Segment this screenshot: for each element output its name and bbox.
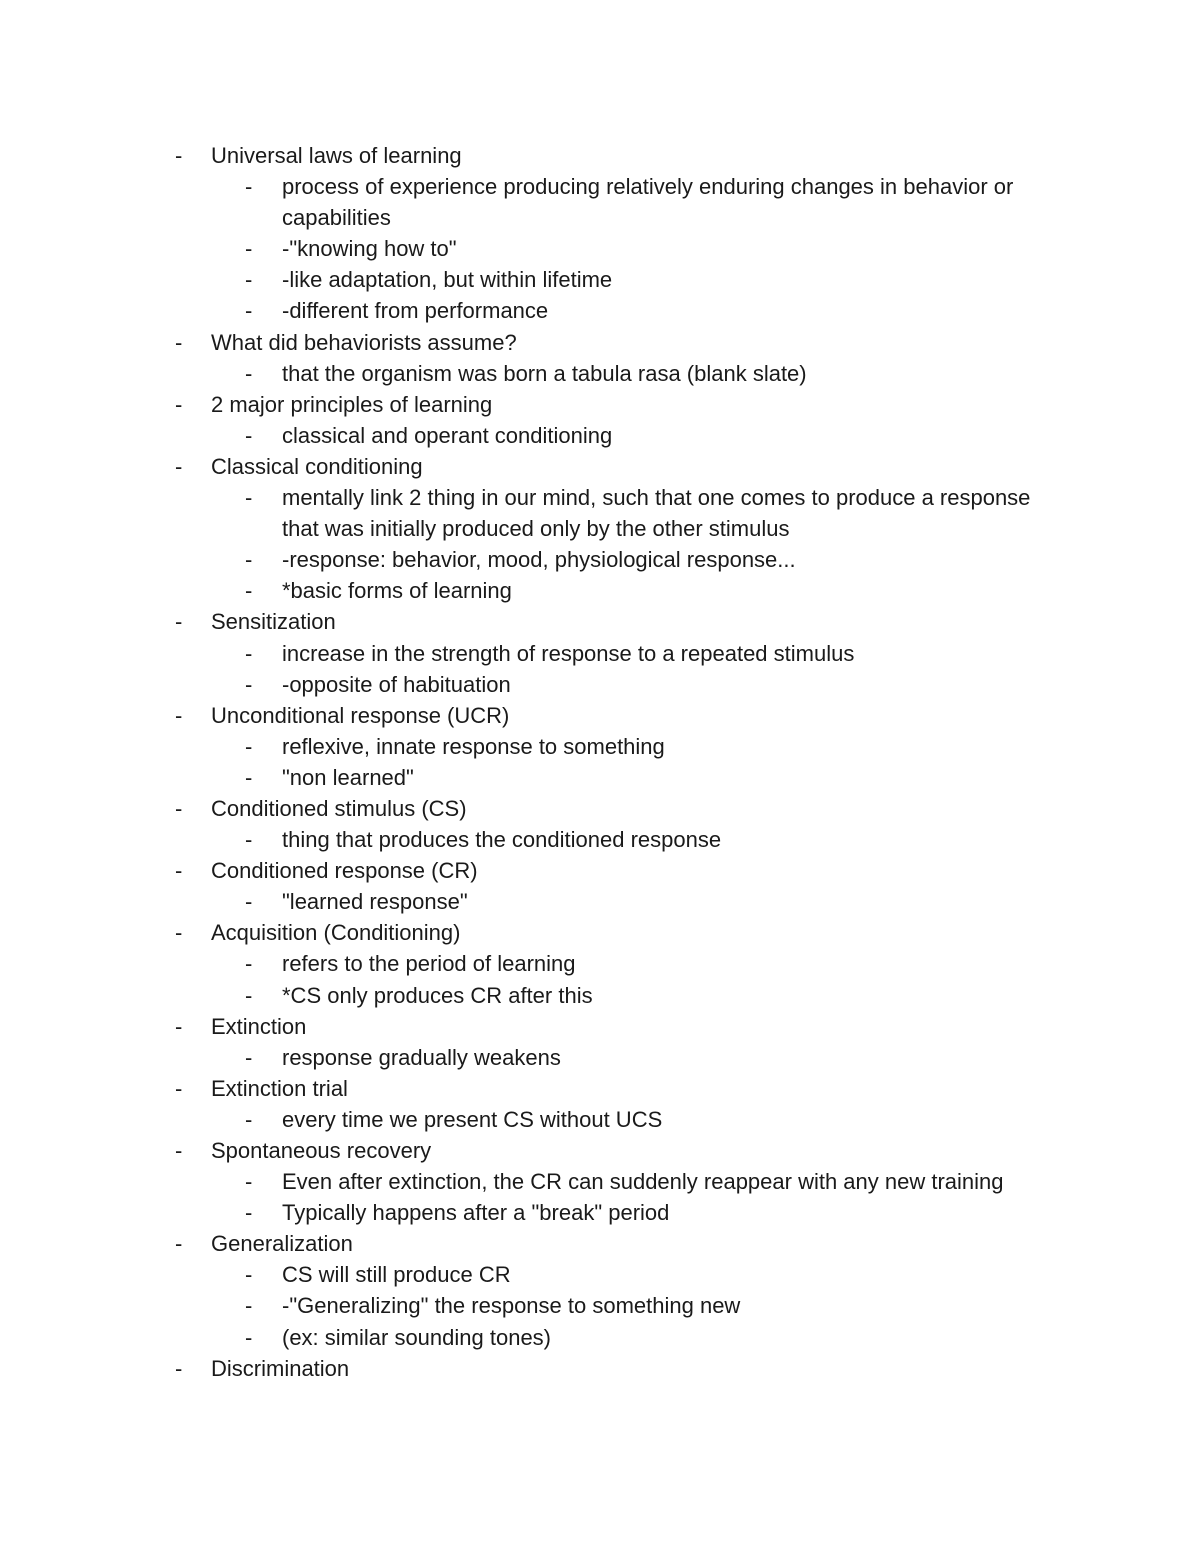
- bullet-dash: -: [175, 1013, 183, 1039]
- topic-text: What did behaviorists assume?: [211, 329, 517, 355]
- outline-topic: [0, 1011, 1200, 1042]
- outline-subitem: [0, 233, 1200, 264]
- topic-text: 2 major principles of learning: [211, 391, 493, 417]
- bullet-dash: -: [245, 1044, 253, 1070]
- detail-text: Even after extinction, the CR can suddenly reappear with any new training: [282, 1169, 1004, 1195]
- outline-topic: [0, 1228, 1200, 1259]
- bullet-dash: -: [175, 795, 183, 821]
- detail-text: "learned response": [282, 889, 468, 915]
- outline-subitem: [0, 1166, 1200, 1197]
- detail-text: -opposite of habituation: [282, 671, 511, 697]
- detail-text: thing that produces the conditioned response: [282, 827, 722, 853]
- topic-text: Conditioned stimulus (CS): [211, 795, 467, 821]
- topic-text: Extinction: [211, 1013, 307, 1039]
- outline-topic: [0, 389, 1200, 420]
- detail-text: refers to the period of learning: [282, 951, 576, 977]
- outline-subitem: [0, 1322, 1200, 1353]
- outline-subitem: [0, 575, 1200, 606]
- bullet-dash: -: [175, 453, 183, 479]
- outline-subitem: [0, 544, 1200, 575]
- bullet-dash: -: [245, 889, 253, 915]
- detail-text: that the organism was born a tabula rasa (blank slate): [282, 360, 807, 386]
- topic-text: Acquisition (Conditioning): [211, 920, 461, 946]
- bullet-dash: -: [175, 609, 183, 635]
- outline-topic: [0, 140, 1200, 171]
- bullet-dash: -: [245, 422, 253, 448]
- outline-subitem: [0, 980, 1200, 1011]
- outline-subitem: [0, 824, 1200, 855]
- bullet-dash: -: [175, 329, 183, 355]
- detail-text: -different from performance: [282, 298, 549, 324]
- bullet-dash: -: [175, 702, 183, 728]
- bullet-dash: -: [245, 236, 253, 262]
- topic-text: Classical conditioning: [211, 453, 423, 479]
- bullet-dash: -: [175, 391, 183, 417]
- outline-subitem: [0, 171, 1200, 233]
- detail-text: CS will still produce CR: [282, 1262, 511, 1288]
- detail-text: -"Generalizing" the response to something new: [282, 1293, 741, 1319]
- outline-subitem: [0, 762, 1200, 793]
- bullet-dash: -: [245, 1293, 253, 1319]
- outline-subitem: [0, 1042, 1200, 1073]
- outline-topic: [0, 1073, 1200, 1104]
- detail-text: *CS only produces CR after this: [282, 982, 593, 1008]
- bullet-dash: -: [245, 1262, 253, 1288]
- topic-text: Sensitization: [211, 609, 336, 635]
- outline-subitem: [0, 1197, 1200, 1228]
- bullet-dash: -: [245, 578, 253, 604]
- detail-text: *basic forms of learning: [282, 578, 512, 604]
- bullet-dash: -: [245, 733, 253, 759]
- bullet-outline: [0, 140, 1200, 1384]
- outline-subitem: [0, 264, 1200, 295]
- bullet-dash: -: [175, 1231, 183, 1257]
- detail-text: "non learned": [282, 764, 414, 790]
- bullet-dash: -: [245, 951, 253, 977]
- detail-text: reflexive, innate response to something: [282, 733, 665, 759]
- bullet-dash: -: [175, 920, 183, 946]
- outline-topic: [0, 855, 1200, 886]
- outline-subitem: [0, 731, 1200, 762]
- topic-text: Discrimination: [211, 1355, 350, 1381]
- outline-subitem: [0, 295, 1200, 326]
- topic-text: Generalization: [211, 1231, 353, 1257]
- outline-subitem: [0, 1259, 1200, 1290]
- outline-topic: [0, 1353, 1200, 1384]
- topic-text: Spontaneous recovery: [211, 1138, 432, 1163]
- topic-text: Unconditional response (UCR): [211, 702, 510, 728]
- outline-subitem: [0, 1104, 1200, 1135]
- detail-text: -like adaptation, but within lifetime: [282, 267, 613, 293]
- detail-text: -response: behavior, mood, physiological response...: [282, 547, 796, 573]
- bullet-dash: -: [175, 143, 183, 168]
- outline-topic: [0, 606, 1200, 637]
- bullet-dash: -: [245, 547, 253, 573]
- bullet-dash: -: [245, 1324, 253, 1350]
- bullet-dash: -: [245, 267, 253, 293]
- detail-text: (ex: similar sounding tones): [282, 1324, 552, 1350]
- detail-text: Typically happens after a "break" period: [282, 1200, 670, 1226]
- outline-subitem: [0, 420, 1200, 451]
- outline-subitem: [0, 358, 1200, 389]
- bullet-dash: -: [245, 485, 253, 511]
- outline-topic: [0, 700, 1200, 731]
- bullet-dash: -: [245, 174, 253, 200]
- outline-subitem: [0, 948, 1200, 979]
- outline-subitem: [0, 886, 1200, 917]
- outline-topic: [0, 1135, 1200, 1166]
- notes-page: [0, 140, 1200, 1384]
- bullet-dash: -: [245, 1106, 253, 1132]
- outline-topic: [0, 793, 1200, 824]
- topic-text: Extinction trial: [211, 1075, 348, 1101]
- detail-text: response gradually weakens: [282, 1044, 561, 1070]
- outline-subitem: [0, 638, 1200, 669]
- detail-text: classical and operant conditioning: [282, 422, 613, 448]
- outline-topic: [0, 327, 1200, 358]
- bullet-dash: -: [245, 827, 253, 853]
- bullet-dash: -: [175, 1355, 183, 1381]
- bullet-dash: -: [245, 298, 253, 324]
- detail-text: every time we present CS without UCS: [282, 1106, 663, 1132]
- bullet-dash: -: [245, 1200, 253, 1226]
- bullet-dash: -: [245, 1169, 253, 1195]
- bullet-dash: -: [245, 671, 253, 697]
- outline-subitem: [0, 1290, 1200, 1321]
- bullet-dash: -: [175, 1075, 183, 1101]
- detail-text: -"knowing how to": [282, 236, 457, 262]
- detail-text: process of experience producing relatively enduring changes in behavior or capabilities: [282, 174, 1014, 231]
- bullet-dash: -: [175, 1138, 183, 1163]
- bullet-dash: -: [245, 360, 253, 386]
- topic-text: Conditioned response (CR): [211, 858, 478, 884]
- bullet-dash: -: [245, 764, 253, 790]
- bullet-dash: -: [245, 640, 253, 666]
- detail-text: increase in the strength of response to a repeated stimulus: [282, 640, 855, 666]
- outline-subitem: [0, 669, 1200, 700]
- outline-subitem: [0, 482, 1200, 544]
- outline-topic: [0, 917, 1200, 948]
- bullet-dash: -: [175, 858, 183, 884]
- detail-text: mentally link 2 thing in our mind, such that one comes to produce a response that was initially produced only by the other stimulus: [282, 485, 1031, 542]
- topic-text: Universal laws of learning: [211, 143, 462, 168]
- outline-topic: [0, 451, 1200, 482]
- bullet-dash: -: [245, 982, 253, 1008]
